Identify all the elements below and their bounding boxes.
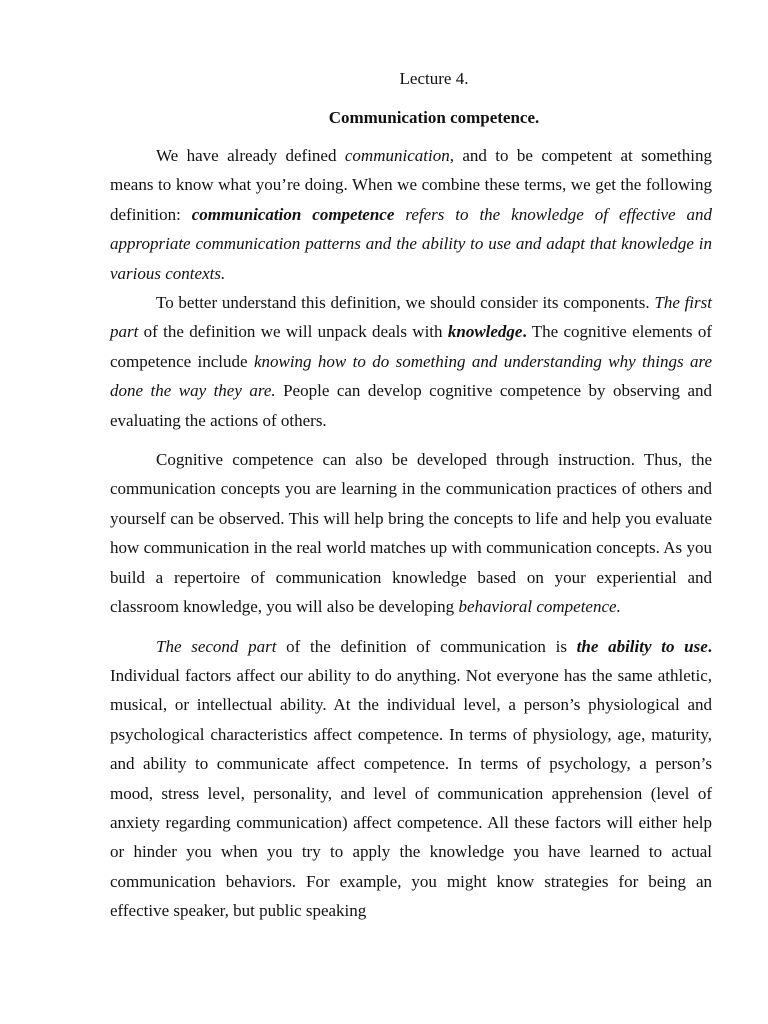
paragraph-cognitive	[110, 445, 712, 621]
italic-term: behavioral competence.	[458, 597, 621, 617]
page-title: Communication competence.	[328, 108, 540, 127]
italic-term: The second part	[156, 636, 277, 656]
paragraph-text: We have already defined	[156, 146, 345, 165]
bold-punctuation: .	[707, 636, 713, 656]
paragraph-first-part	[110, 288, 712, 435]
document-page	[110, 66, 712, 926]
paragraph-text: , and to be competent at something means to know what you’re doing. When we combine these terms, we get the following definition:	[110, 146, 712, 224]
bold-italic-term: communication competence	[191, 204, 395, 224]
lecture-number: Lecture 4.	[399, 69, 469, 88]
paragraph-text: of the definition we will unpack deals with	[138, 322, 448, 342]
italic-definition: refers to the knowledge of effective and appropriate communication patterns and the ability to use and adapt that knowledge in various contexts.	[110, 204, 712, 283]
paragraph-text: Individual factors affect our ability to do anything. Not everyone has the same athletic, musical, or intellectual ability. At the individual level, a person’s physiological and psychological characteristics affect competence. In terms of physiology, age, maturity, and ability to communicate affect competence. In terms of psychology, a person’s mood, stress level, personality, and level of communication apprehension (level of anxiety regarding communication) affect competence. All these factors will either help or hinder you when you try to apply the knowledge you have learned to actual communication behaviors. For example, you might know strategies for being an effective speaker, but public speaking	[110, 665, 712, 921]
paragraph-definition	[110, 141, 712, 288]
bold-punctuation: .	[522, 322, 527, 342]
paragraph-text: The cognitive elements of competence include	[110, 322, 713, 371]
paragraph-text: of the definition of communication is	[276, 636, 577, 656]
italic-phrase: knowing how to do something and understanding why things are done the way they are.	[110, 351, 712, 401]
paragraph-text: To better understand this definition, we should consider its components.	[156, 293, 655, 313]
bold-italic-term: the ability to use	[576, 636, 708, 656]
paragraph-text: People can develop cognitive competence by observing and evaluating the actions of others.	[110, 381, 713, 430]
italic-term: The first part	[110, 293, 712, 342]
paragraph-second-part	[110, 632, 712, 926]
italic-term: communication	[344, 146, 450, 165]
paragraph-text: Cognitive competence can also be developed through instruction. Thus, the communication concepts you are learning in the communication practices of others and yourself can be observed. This will help bring the concepts to life and help you evaluate how communication in the real world matches up with communication concepts. As you build a repertoire of communication knowledge based on your experiential and classroom knowledge, you will also be developing	[110, 450, 712, 617]
bold-italic-term: knowledge	[447, 322, 523, 342]
